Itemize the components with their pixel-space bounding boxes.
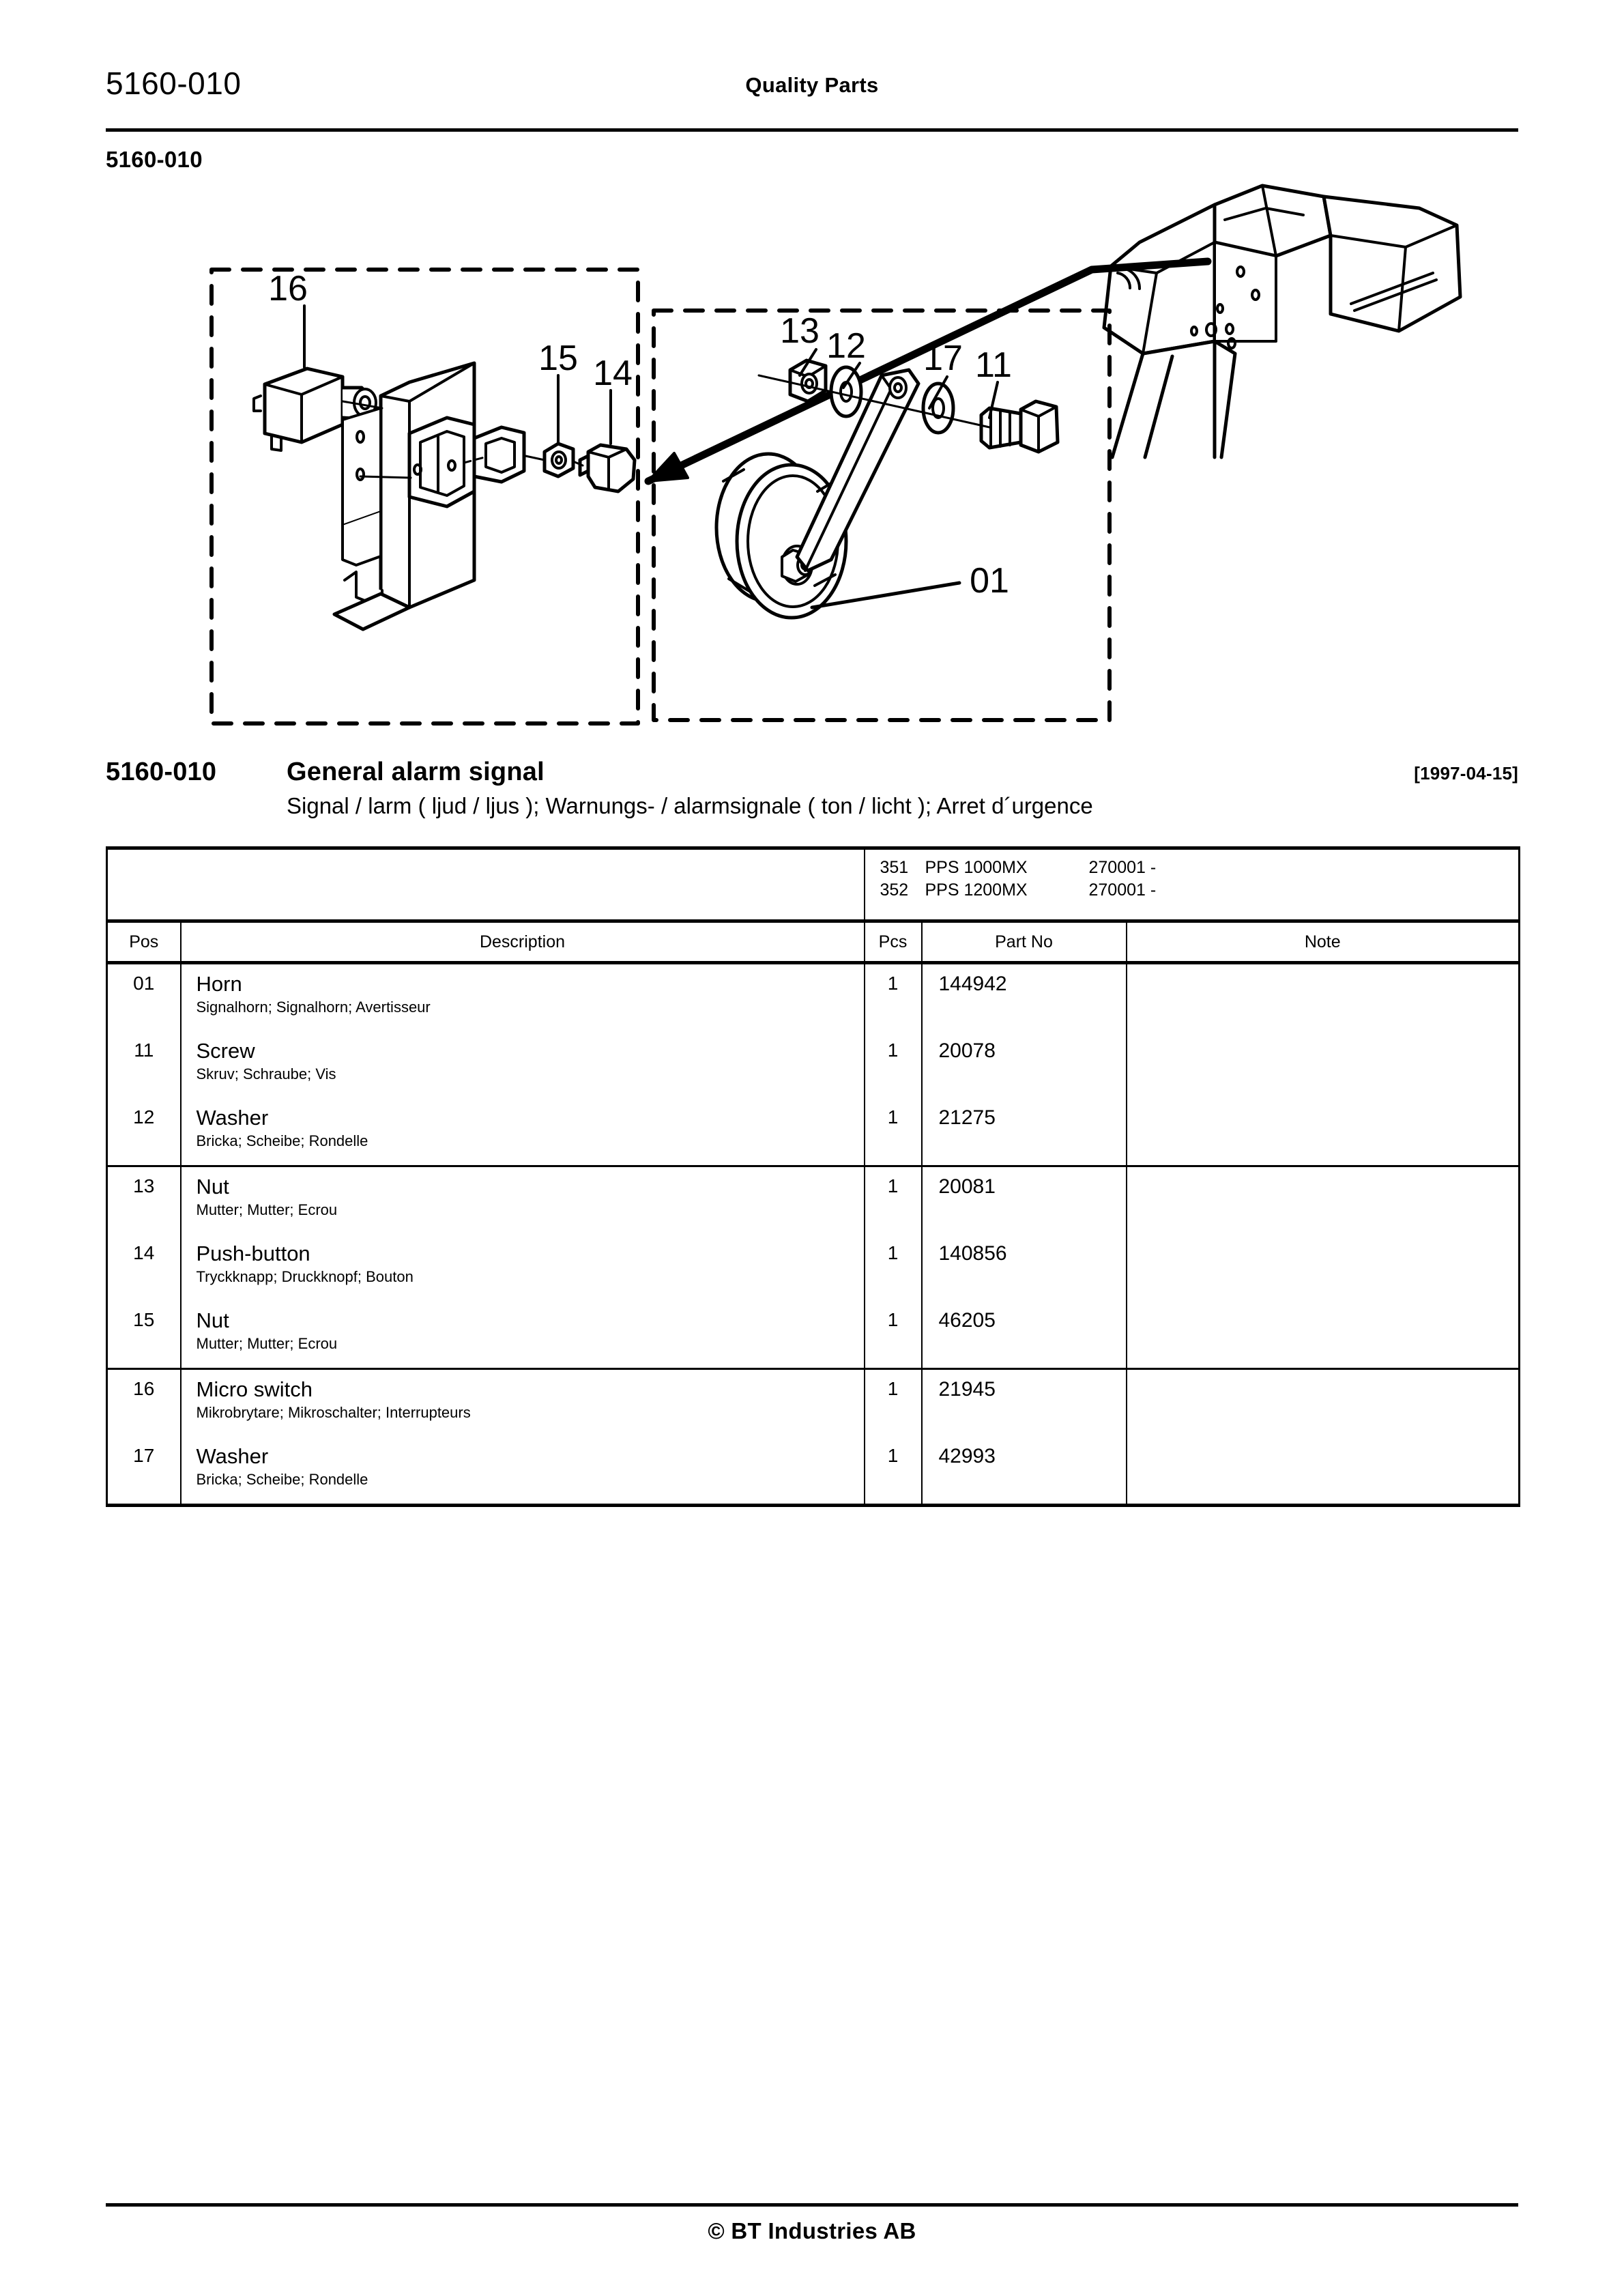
row-description-main: Micro switch — [196, 1377, 313, 1401]
model-line — [880, 857, 1519, 879]
row-note — [1127, 1234, 1520, 1301]
model-code: 351 — [880, 858, 909, 877]
row-pos: 01 — [107, 963, 181, 1032]
row-description-main: Push-button — [196, 1242, 310, 1265]
page-header — [106, 65, 1518, 126]
model-empty-cell — [107, 848, 865, 921]
table-row — [107, 1437, 1520, 1506]
model-code: 352 — [880, 880, 909, 900]
row-description — [181, 1166, 865, 1235]
row-description-translations: Bricka; Scheibe; Rondelle — [196, 1132, 368, 1149]
row-description — [181, 963, 865, 1032]
row-part-no: 144942 — [922, 963, 1127, 1032]
callout-label-14: 14 — [593, 354, 633, 393]
parts-table-container — [106, 846, 1518, 1507]
table-row — [107, 1031, 1520, 1098]
row-pcs: 1 — [865, 1301, 922, 1369]
row-description-main: Horn — [196, 972, 242, 996]
title-block-subtitle: Signal / larm ( ljud / ljus ); Warnungs- / alarmsignale ( ton / licht ); Arret d´urgence — [287, 793, 1093, 818]
row-description-translations: Skruv; Schraube; Vis — [196, 1065, 336, 1082]
model-list-cell — [865, 848, 1520, 921]
row-description-translations: Mutter; Mutter; Ecrou — [196, 1335, 338, 1352]
row-pcs: 1 — [865, 1369, 922, 1437]
row-note — [1127, 1369, 1520, 1437]
row-description — [181, 1301, 865, 1369]
row-description-main: Screw — [196, 1039, 255, 1063]
title-block-name: General alarm signal — [287, 758, 545, 786]
row-pos: 14 — [107, 1234, 181, 1301]
exploded-parts-diagram — [102, 171, 1528, 737]
row-part-no: 42993 — [922, 1437, 1127, 1506]
table-row — [107, 1234, 1520, 1301]
row-description-translations: Mutter; Mutter; Ecrou — [196, 1201, 338, 1218]
tiller-head-illustration — [1104, 186, 1460, 457]
model-serial: 270001 - — [1088, 858, 1157, 877]
row-note — [1127, 1098, 1520, 1166]
row-part-no: 21945 — [922, 1369, 1127, 1437]
table-row — [107, 1166, 1520, 1235]
model-applicability-row — [107, 848, 1520, 921]
row-pos: 16 — [107, 1369, 181, 1437]
callout-label-01: 01 — [970, 561, 1009, 601]
row-pos: 13 — [107, 1166, 181, 1235]
table-row — [107, 1098, 1520, 1166]
row-description — [181, 1437, 865, 1506]
push-button-part — [580, 445, 635, 491]
row-description-translations: Tryckknapp; Druckknopf; Bouton — [196, 1268, 414, 1285]
column-header-pcs: Pcs — [865, 921, 922, 963]
row-part-no: 20078 — [922, 1031, 1127, 1098]
header-title: Quality Parts — [745, 73, 879, 97]
table-row — [107, 1301, 1520, 1369]
callout-label-16: 16 — [268, 269, 308, 308]
table-column-header-row — [107, 921, 1520, 963]
row-note — [1127, 1437, 1520, 1506]
callout-label-12: 12 — [826, 326, 866, 366]
row-description-translations: Mikrobrytare; Mikroschalter; Interrupteurs — [196, 1404, 471, 1421]
row-part-no: 21275 — [922, 1098, 1127, 1166]
header-page-code: 5160-010 — [106, 66, 242, 101]
row-note — [1127, 963, 1520, 1032]
horn-nut-part — [790, 360, 826, 401]
section-code: 5160-010 — [106, 147, 203, 172]
row-description-translations: Bricka; Scheibe; Rondelle — [196, 1471, 368, 1488]
row-pcs: 1 — [865, 1098, 922, 1166]
row-pcs: 1 — [865, 1437, 922, 1506]
footer-divider — [106, 2203, 1518, 2207]
column-header-pos: Pos — [107, 921, 181, 963]
row-part-no: 140856 — [922, 1234, 1127, 1301]
column-header-part-no: Part No — [922, 921, 1127, 963]
column-header-description: Description — [181, 921, 865, 963]
model-name: PPS 1000MX — [925, 858, 1028, 877]
row-note — [1127, 1166, 1520, 1235]
callout-label-15: 15 — [538, 339, 578, 378]
row-description — [181, 1031, 865, 1098]
row-note — [1127, 1031, 1520, 1098]
callout-label-11: 11 — [975, 345, 1012, 385]
model-serial: 270001 - — [1088, 880, 1157, 900]
row-description — [181, 1234, 865, 1301]
row-pcs: 1 — [865, 1166, 922, 1235]
column-header-note: Note — [1127, 921, 1520, 963]
part-title-block — [106, 758, 1518, 840]
row-description-main: Washer — [196, 1106, 269, 1130]
row-pcs: 1 — [865, 963, 922, 1032]
table-row — [107, 1369, 1520, 1437]
row-description-main: Nut — [196, 1308, 229, 1332]
row-pos: 15 — [107, 1301, 181, 1369]
title-block-code: 5160-010 — [106, 758, 217, 786]
title-block-date: [1997-04-15] — [1414, 763, 1518, 784]
row-pcs: 1 — [865, 1031, 922, 1098]
panel-nut-part — [545, 444, 573, 476]
model-name: PPS 1200MX — [925, 880, 1028, 900]
row-description-main: Washer — [196, 1444, 269, 1468]
row-description — [181, 1369, 865, 1437]
row-part-no: 20081 — [922, 1166, 1127, 1235]
table-row — [107, 963, 1520, 1032]
row-part-no: 46205 — [922, 1301, 1127, 1369]
parts-table — [106, 846, 1520, 1507]
row-description — [181, 1098, 865, 1166]
header-divider — [106, 128, 1518, 132]
row-note — [1127, 1301, 1520, 1369]
row-pos: 11 — [107, 1031, 181, 1098]
row-description-translations: Signalhorn; Signalhorn; Avertisseur — [196, 999, 431, 1016]
callout-label-13: 13 — [780, 311, 820, 351]
footer-copyright: © BT Industries AB — [708, 2218, 916, 2243]
callout-label-17: 17 — [923, 339, 963, 378]
row-pos: 17 — [107, 1437, 181, 1506]
row-description-main: Nut — [196, 1175, 229, 1199]
model-line — [880, 879, 1519, 902]
row-pos: 12 — [107, 1098, 181, 1166]
row-pcs: 1 — [865, 1234, 922, 1301]
